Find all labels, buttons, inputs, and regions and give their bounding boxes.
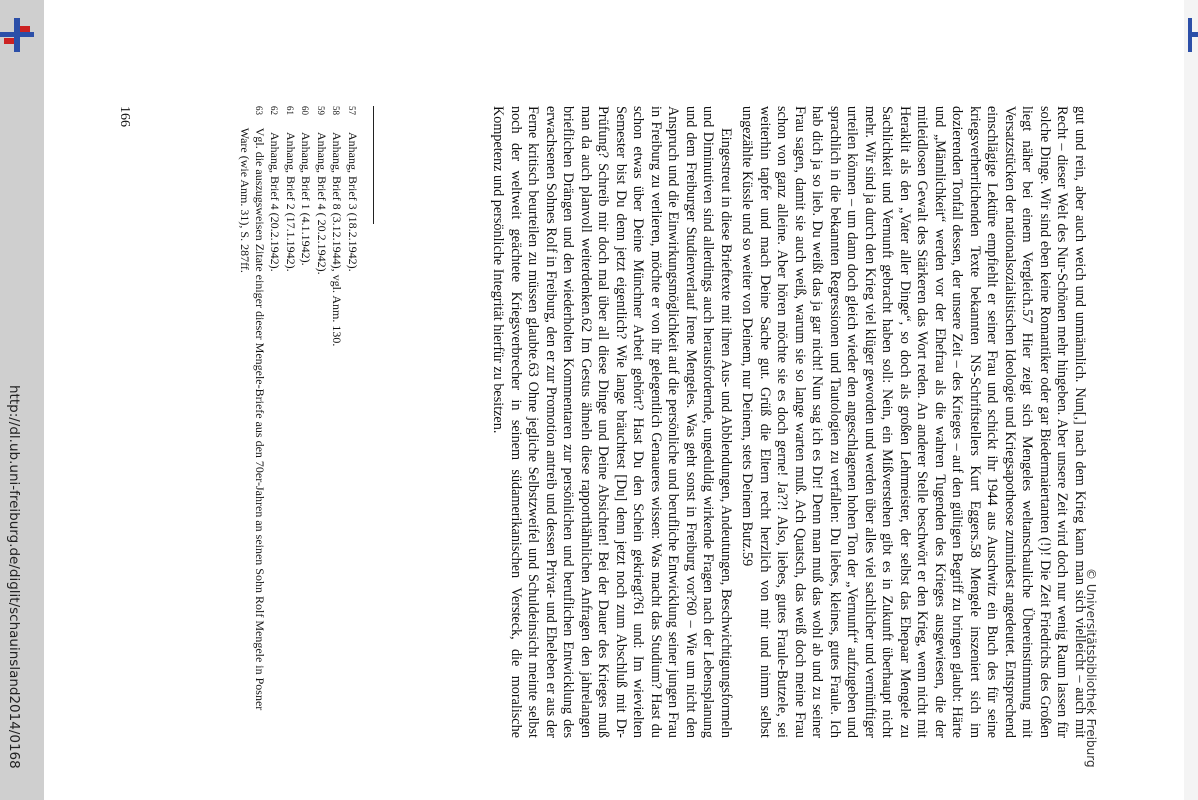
footnote: 57 Anhang, Brief 3 (18.2.1942). — [346, 106, 360, 272]
footnote: 62 Anhang, Brief 4 (20.2.1942). — [268, 106, 283, 272]
source-url: http://dl.ub.uni-freiburg.de/diglit/schauinsland2014/0168 — [6, 385, 22, 769]
footnotes — [238, 106, 360, 738]
paragraph-1: gut und rein, aber auch weich und unmännlich. Nun[,] nach dem Krieg kann man sich vielleicht – auch mit Recht – dieser Welt des Nur-Schönen mehr hingeben. Aber unsere Zeit wird doch nur wenig Raum lassen für solche Dinge. Wir sind eben keine Romantiker oder gar Biedermaiertanten (!)! Die Zeit Friedrichs des Großen liegt näher bei einem Vergleich.57 Hier zeigt sich Mengeles weltanschauliche Übereinstimmung mit Versatzstücken der nationalsozialistischen Ideologie und Kriegsapotheose zumindest angedeutet. Entsprechend einschlägige Lektüre empfiehlt er seiner Frau und schickt ihr 1944 aus Auschwitz ein Buch des für seine kriegsverherrlichenden Texte bekannten NS-Schriftstellers Kurt Eggers.58 Mengele inszeniert sich im dozierenden Tonfall dessen, der unsere Zeit – des Krieges – auf den gültigen Begriff zu bringen glaubt: Härte und „Männlichkeit“ werden vor der Ehefrau als die wahren Tugenden des Krieges ausgewiesen, die der mitleidlosen Gewalt des Stärkeren das Wort reden. An anderer Stelle beschwört er den Krieg, wenn nicht mit Heraklit als den „Vater aller Dinge“, so doch als großen Lehrmeister, der selbst das Ehepaar Mengele zu Sachlichkeit und Vernunft gebracht haben soll: Nein, ein Mißverstehen gibt es in Zukunft überhaupt nicht mehr. Wir sind ja durch den Krieg viel klüger geworden und werden über alles viel sachlicher und vernünftiger urteilen können – um dann doch gleich wieder den angeschlagenen hohen Ton der „Vernunft“ aufzugeben und sprachlich in die bekannten Regressionen und Tautologien zu verfallen: Du liebes, kleines, gutes Fraule. Ich hab dich ja so lieb. Du weißt das ja gar nicht! Nun sag ich es Dir! Denn man muß das wohl ab und zu seiner Frau sagen, damit sie auch weiß, warum sie so lange warten muß. Ach Quatsch, das weiß doch meine Frau schon von ganz alleine. Aber hören möchte sie es doch gerne! Ja??! Also, liebes, gutes Fraule-Butzele, sei weiterhin tapfer und mach Deine Sache gut. Grüß die Eltern recht herzlich von mir und nimm selbst ungezählte Küssle und so weiter von Deinem, nur Deinem, stets Deinem Butz.59 — [739, 106, 1088, 738]
footnote: 58 Anhang, Brief 8 (3.12.1944), vgl. Anm. 130. — [330, 106, 345, 347]
footnote: 60 Anhang, Brief 1 (4.1.1942). — [299, 106, 314, 266]
footnote: 61 Anhang, Brief 2 (17.1.1942). — [284, 106, 298, 272]
right-margin — [1184, 0, 1198, 800]
page-number: 166 — [117, 106, 132, 127]
body-text — [489, 106, 1088, 738]
library-logo-icon-right — [1184, 14, 1198, 54]
library-logo-icon — [0, 14, 44, 54]
footnote: 63 Vgl. die auszugsweisen Zitate einiger dieser Mengele-Briefe aus den 70er-Jahren an seinen Sohn Rolf Mengele in Posner Ware (wie Anm. 31), S. 287ff. — [238, 106, 267, 711]
paragraph-2: Eingestreut in diese Brieftexte mit ihren Aus- und Abblendungen, Andeutungen, Beschwichtigungsformeln und Diminutiven sind allerdings auch herausfordernde, ungeduldig wirkende Fragen nach der Lebensplanung und dem Freiburger Studienverlauf Irene Mengeles. Was geht sonst in Freiburg vor?60 – Wie um nicht den Anspruch und die Einwirkungsmöglichkeit auf die persönliche und berufliche Entwicklung seiner jungen Frau in Freiburg zu verlieren, möchte er von ihr gelegentlich Genaueres wissen: Was macht das Studium? Hast du schon etwas über Deine Münchner Arbeit gehört? Hast Du den Schein gekriegt?61 und: Im wievielten Semester bist Du denn jetzt eigentlich? Wie lange bräuchtest [Du] denn jetzt noch zum Abschluß mit Dr-Prüfung? Schreib mir doch mal über all diese Dinge und Deine Absichten! Bei der Dauer des Krieges muß man da auch planvoll weiterdenken.62 Im Gestus ähneln diese rapporthähnlichen Anfragen den jahrelangen brieflichen Drängen und den wiederholten Kommentaren zur persönlichen und beruflichen Entwicklung des erwachsenen Sohnes Rolf in Freiburg, den er zur Promotion antreib und dessen Privat- und Eheleben er aus der Ferne kritisch beurteilen zu müssen glaubte.63 Ohne jegliche Selbstzweifel und Schuldeinsicht meinte selbst noch der weltweit geächtete Kriegsverbrecher in seinem südamerikanischen Versteck, die moralische Kompetenz und persönliche Integrität hierfür zu besitzen. — [490, 106, 734, 738]
scanned-page — [60, 8, 1170, 792]
copyright-line: © Universitätsbibliothek Freiburg — [1084, 568, 1098, 768]
viewer-sidebar — [0, 0, 44, 800]
rotated-page-content — [60, 8, 1150, 792]
footnote-rule — [373, 106, 374, 224]
footnote: 59 Anhang, Brief 4 ( 20.2.1942). — [315, 106, 329, 275]
